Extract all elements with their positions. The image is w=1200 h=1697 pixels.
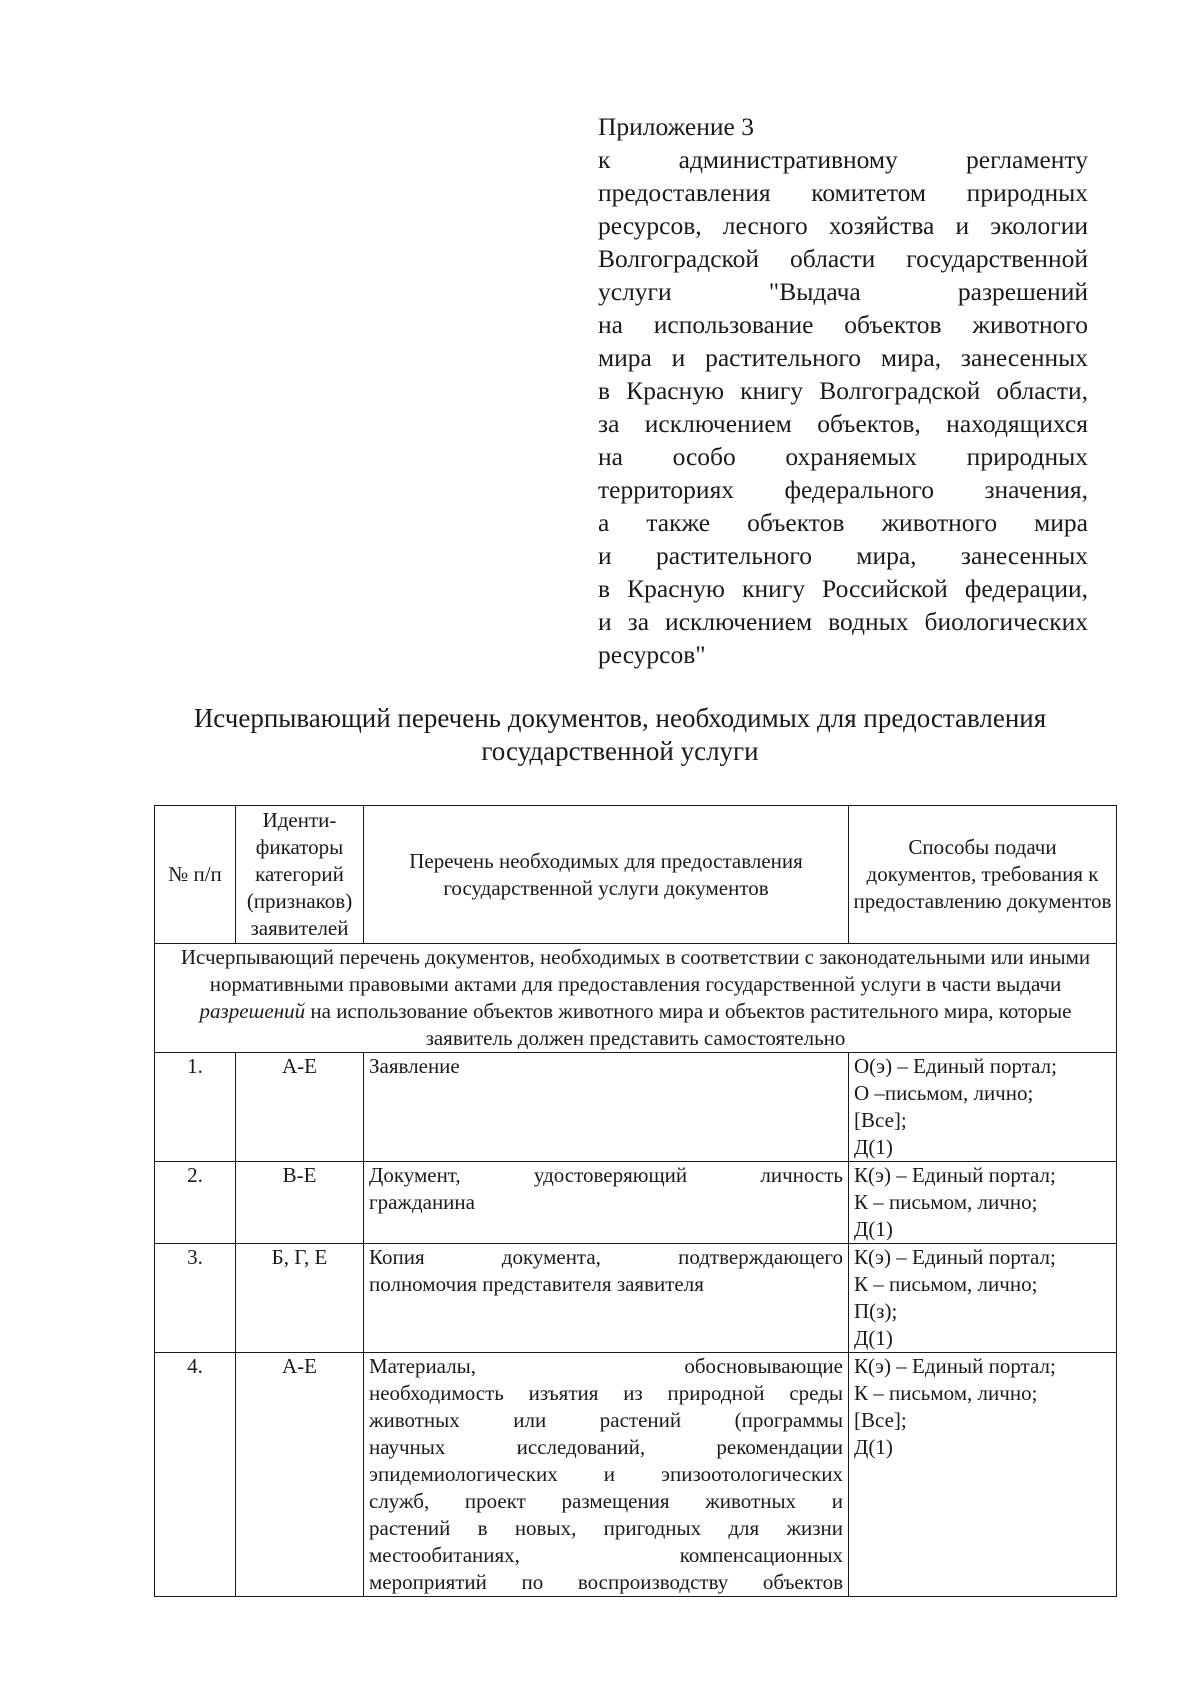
- appendix-line: Волгоградской области государственной: [598, 244, 1088, 273]
- section-caption-italic: разрешений: [199, 999, 306, 1023]
- row-submission-methods: [849, 1162, 1117, 1244]
- appendix-line: мира и растительного мира, занесенных: [598, 343, 1088, 372]
- appendix-line: на особо охраняемых природных: [598, 442, 1088, 471]
- appendix-line: в Красную книгу Волгоградской области,: [598, 376, 1088, 405]
- row-document-line: служб, проект размещения животных и: [369, 1489, 843, 1513]
- row-document-line: растений в новых, пригодных для жизни: [369, 1516, 843, 1540]
- row-method-line: Д(1): [854, 1135, 893, 1159]
- row-document-line: эпидемиологических и эпизоотологических: [369, 1462, 843, 1486]
- row-document: [364, 1162, 849, 1244]
- row-submission-methods: [849, 1353, 1117, 1597]
- row-method-line: К(э) – Единый портал;: [854, 1245, 1056, 1269]
- appendix-line: ресурсов": [598, 640, 706, 669]
- row-document-line: полномочия представителя заявителя: [369, 1272, 704, 1296]
- appendix-line: услуги "Выдача разрешений: [598, 277, 1088, 306]
- row-method-line: Д(1): [854, 1326, 893, 1350]
- document-title-line-1: Исчерпывающий перечень документов, необходимых для предоставления: [193, 703, 1047, 733]
- row-document-line: Заявление: [369, 1054, 460, 1078]
- appendix-line: территориях федерального значения,: [598, 475, 1088, 504]
- row-document: [364, 1244, 849, 1353]
- row-method-line: П(з);: [854, 1299, 898, 1323]
- row-document-line: Документ, удостоверяющий личность: [369, 1163, 843, 1187]
- appendix-line: и растительного мира, занесенных: [598, 541, 1088, 570]
- row-identifiers: В-Е: [236, 1162, 364, 1244]
- table-section-row: [155, 944, 1117, 1053]
- header-documents: Перечень необходимых для предоставления государственной услуги документов: [364, 806, 849, 944]
- row-document-line: мероприятий по воспроизводству объектов: [369, 1570, 843, 1594]
- row-submission-methods: [849, 1244, 1117, 1353]
- row-document-line: Копия документа, подтверждающего: [369, 1245, 843, 1269]
- row-document-line: животных или растений (программы: [369, 1408, 843, 1432]
- table-header-row: [155, 806, 1117, 944]
- row-method-line: Д(1): [854, 1217, 893, 1241]
- appendix-line: и за исключением водных биологических: [598, 607, 1088, 636]
- row-identifiers: Б, Г, Е: [236, 1244, 364, 1353]
- appendix-line: на использование объектов животного: [598, 310, 1088, 339]
- section-caption-part-1: Исчерпывающий перечень документов, необходимых в соответствии с законодательными или иными нормативными правовыми актами для предоставления государственной услуги в части выдачи: [180, 945, 1091, 996]
- appendix-line: к административному регламенту: [598, 145, 1088, 174]
- header-number: № п/п: [155, 806, 236, 944]
- row-method-line: К(э) – Единый портал;: [854, 1354, 1056, 1378]
- header-submission-methods: Способы подачи документов, требования к предоставлению документов: [849, 806, 1117, 944]
- row-number: 2.: [155, 1162, 236, 1244]
- row-document: [364, 1053, 849, 1162]
- row-document-line: необходимость изъятия из природной среды: [369, 1381, 843, 1405]
- row-number: 3.: [155, 1244, 236, 1353]
- table-row: [155, 1353, 1117, 1597]
- documents-table: [154, 805, 1117, 1597]
- appendix-header: [598, 110, 1088, 671]
- appendix-line: предоставления комитетом природных: [598, 178, 1088, 207]
- row-document-line: местообитаниях, компенсационных: [369, 1543, 843, 1567]
- row-submission-methods: [849, 1053, 1117, 1162]
- appendix-line: а также объектов животного мира: [598, 508, 1088, 537]
- row-document-line: научных исследований, рекомендации: [369, 1435, 843, 1459]
- row-method-line: К(э) – Единый портал;: [854, 1163, 1056, 1187]
- section-caption: [155, 944, 1117, 1053]
- document-title: [120, 702, 1120, 768]
- document-title-line-2: государственной услуги: [481, 736, 759, 766]
- appendix-line: в Красную книгу Российской федерации,: [598, 574, 1088, 603]
- row-number: 4.: [155, 1353, 236, 1597]
- row-identifiers: А-Е: [236, 1053, 364, 1162]
- row-document: [364, 1353, 849, 1597]
- row-method-line: Д(1): [854, 1435, 893, 1459]
- row-document-line: гражданина: [369, 1190, 475, 1214]
- row-method-line: [Все];: [854, 1408, 907, 1432]
- header-identifiers: Иденти-фикаторы категорий (признаков) заявителей: [236, 806, 364, 944]
- row-method-line: К – письмом, лично;: [854, 1381, 1038, 1405]
- appendix-line: ресурсов, лесного хозяйства и экологии: [598, 211, 1088, 240]
- row-method-line: [Все];: [854, 1108, 907, 1132]
- section-caption-part-2: на использование объектов животного мира и объектов растительного мира, которые заявитель должен представить самостоятельно: [310, 999, 1072, 1050]
- table-row: [155, 1162, 1117, 1244]
- row-identifiers: А-Е: [236, 1353, 364, 1597]
- row-method-line: К – письмом, лично;: [854, 1190, 1038, 1214]
- appendix-heading: Приложение 3: [598, 112, 754, 141]
- appendix-line: за исключением объектов, находящихся: [598, 409, 1088, 438]
- row-method-line: О(э) – Единый портал;: [854, 1054, 1057, 1078]
- row-method-line: К – письмом, лично;: [854, 1272, 1038, 1296]
- table-row: [155, 1244, 1117, 1353]
- table-row: [155, 1053, 1117, 1162]
- row-document-line: Материалы, обосновывающие: [369, 1354, 843, 1378]
- row-number: 1.: [155, 1053, 236, 1162]
- row-method-line: О –письмом, лично;: [854, 1081, 1034, 1105]
